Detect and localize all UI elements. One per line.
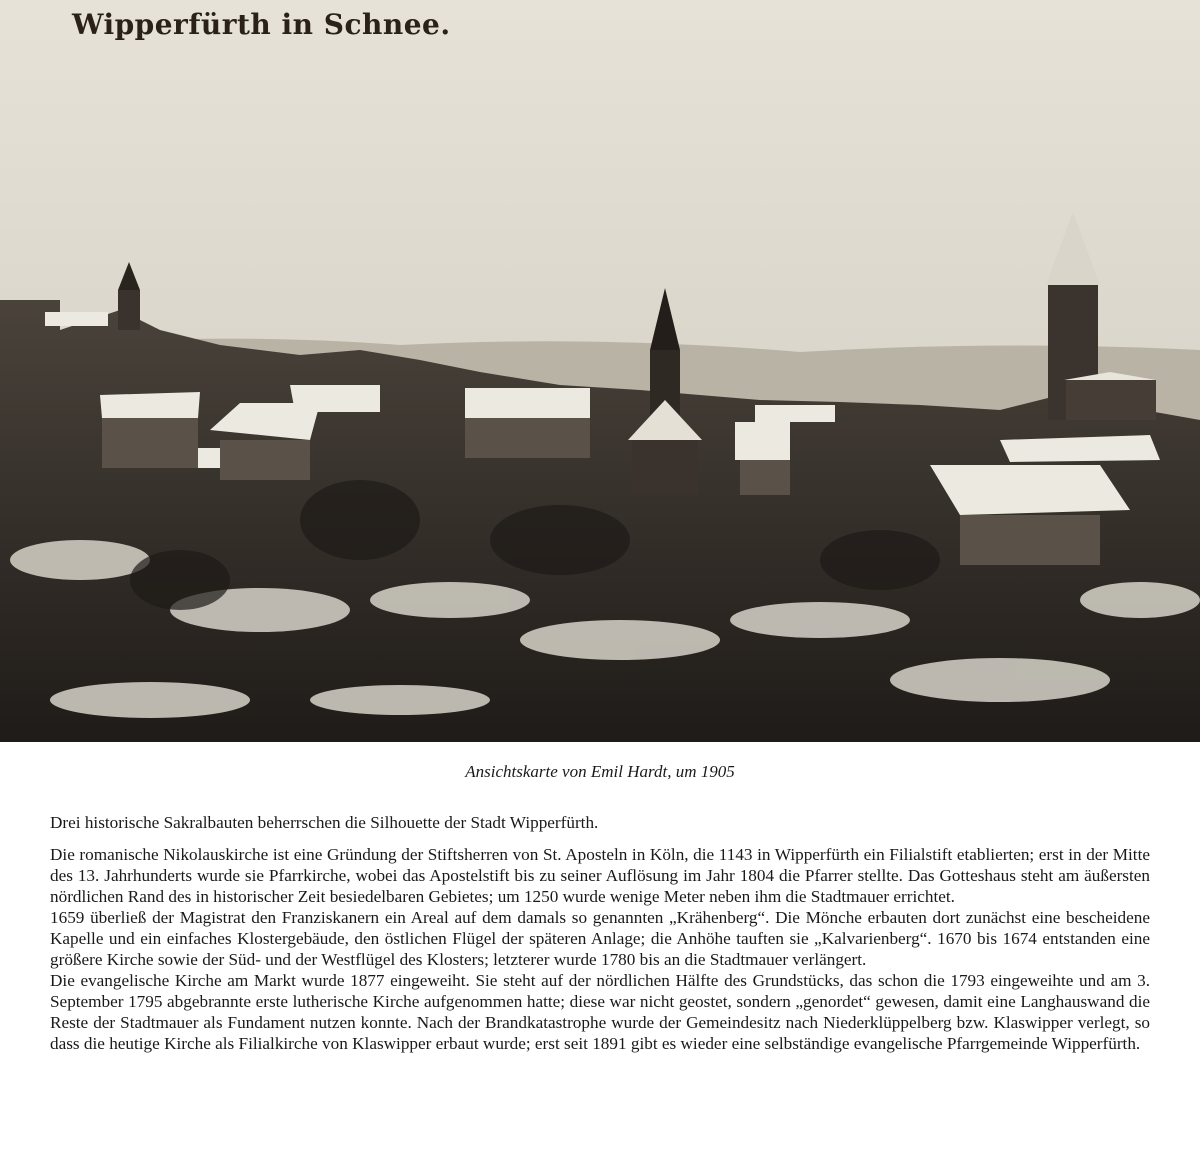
article-body bbox=[50, 812, 1150, 1054]
lead-paragraph: Drei historische Sakralbauten beherrschen die Silhouette der Stadt Wipperfürth. bbox=[50, 813, 599, 832]
photo-caption: Ansichtskarte von Emil Hardt, um 1905 bbox=[465, 762, 735, 781]
paragraph-franziskaner: 1659 überließ der Magistrat den Franziskanern ein Areal auf dem damals so genannten „Krähenberg“. Die Mönche erbauten dort zunächst eine bescheidene Kapelle und ein einfaches Klostergebäude, den östlichen Flügel der späteren Anlage; die Anhöhe tauften sie „Kalvarienberg“. 1670 bis 1674 entstanden eine größere Kirche sowie der Süd- und der Westflügel des Klosters; letzterer wurde 1780 bis an die Stadtmauer verlängert. bbox=[50, 908, 1150, 969]
postcard-title: Wipperfürth in Schnee. bbox=[72, 8, 451, 41]
paragraph-nikolauskirche: Die romanische Nikolauskirche ist eine Gründung der Stiftsherren von St. Aposteln in Köln, die 1143 in Wipperfürth ein Filialstift etablierten; erst in der Mitte des 13. Jahrhunderts wurde sie Pfarrkirche, wobei das Apostelstift bis zu seiner Auflösung im Jahr 1804 die Pfarrer stellte. Das Gotteshaus steht am äußersten nördlichen Rand des in historischer Zeit besiedelbaren Gebietes; um 1250 wurde wenige Meter neben ihm die Stadtmauer errichtet. bbox=[50, 845, 1150, 906]
paragraph-evangelische-kirche: Die evangelische Kirche am Markt wurde 1877 eingeweiht. Sie steht auf der nördlichen Hälfte des Grundstücks, das schon die 1793 eingeweihte und am 3. September 1795 abgebrannte erste lutherische Kirche aufgenommen hatte; diese war nicht geostet, sondern „genordet“ gewesen, damit eine Langhauswand die Reste der Stadtmauer als Fundament nutzen konnte. Nach der Brandkatastrophe wurde der Gemeindesitz nach Niederklüppelberg bzw. Klaswipper verlegt, so dass die heutige Kirche als Filialkirche von Klaswipper erbaut wurde; erst seit 1891 gibt es wieder eine selbständige evangelische Pfarrgemeinde Wipperfürth. bbox=[50, 971, 1150, 1053]
